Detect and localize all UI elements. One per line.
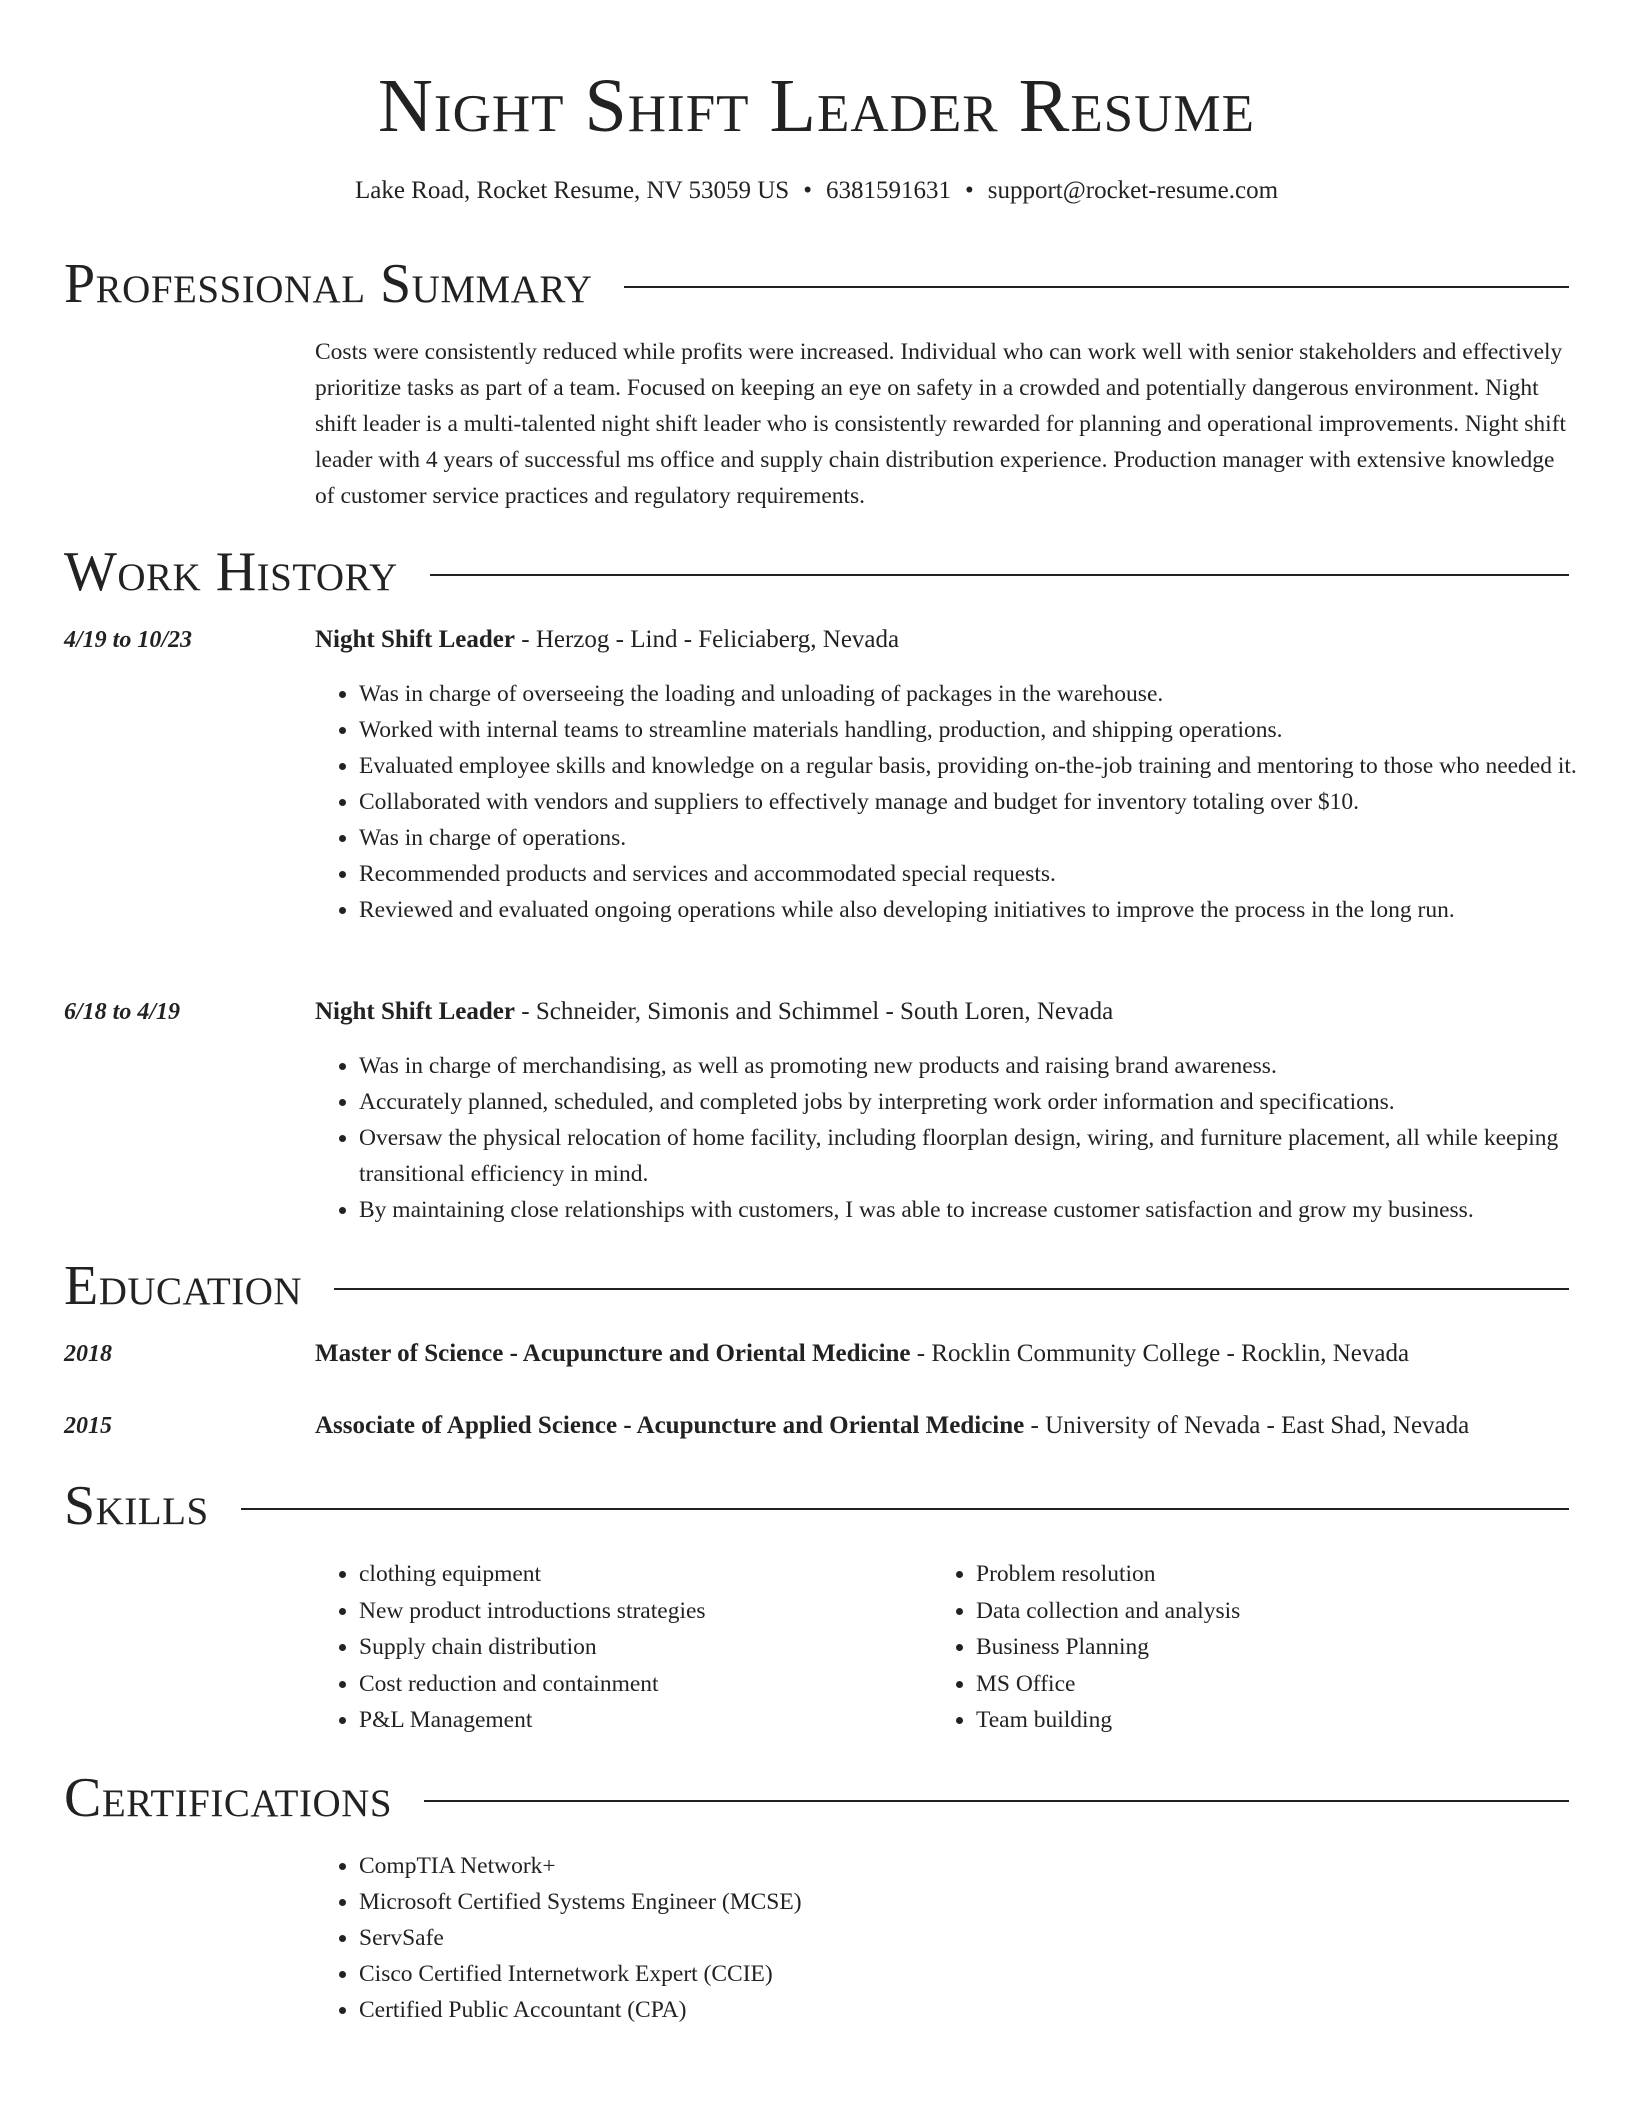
certification-item: • Microsoft Certified Systems Engineer (MCSE) — [359, 1884, 1613, 1920]
list-item: • By maintaining close relationships with customers, I was able to increase customer satisfaction and grow my business. — [359, 1192, 1613, 1228]
education-school: - Rocklin Community College - Rocklin, Nevada — [910, 1340, 1410, 1367]
summary-text: Costs were consistently reduced while profits were increased. Individual who can work well with senior stakeholders and effectively prioritize tasks as part of a team. Focused on keeping an eye on safety in a crowded and potentially dangerous environment. Night shift leader is a multi-talented night shift leader who is consistently rewarded for planning and operational improvements. Night shift leader with 4 years of successful ms office and supply chain distribution experience. Production manager with extensive knowledge of customer service practices and regulatory requirements. — [315, 339, 1567, 509]
contact-line — [64, 175, 1569, 207]
education-school: - University of Nevada - East Shad, Nevada — [1024, 1412, 1470, 1439]
section-skills-heading — [64, 1474, 1569, 1538]
contact-phone: 6381591631 — [825, 177, 951, 204]
skills-list-left — [315, 1556, 929, 1739]
list-item: • Evaluated employee skills and knowledge on a regular basis, providing on-the-job training and mentoring to those who needed it. — [359, 748, 1613, 784]
job-dates: 4/19 to 10/23 — [64, 627, 193, 653]
skill-item: • MS Office — [976, 1666, 1576, 1703]
contact-separator: • — [964, 177, 974, 204]
contact-address: Lake Road, Rocket Resume, NV 53059 US — [354, 177, 790, 204]
list-item: • Was in charge of overseeing the loading and unloading of packages in the warehouse. — [359, 676, 1613, 712]
resume-title: Night Shift Leader Resume — [378, 64, 1255, 148]
education-degree: Master of Science - Acupuncture and Oriental Medicine — [315, 1340, 911, 1367]
education-year: 2018 — [64, 1341, 112, 1367]
certification-item: • Cisco Certified Internetwork Expert (CCIE) — [359, 1956, 1613, 1992]
list-item: • Worked with internal teams to streamline materials handling, production, and shipping operations. — [359, 712, 1613, 748]
section-divider — [424, 1800, 1569, 1802]
section-work-heading — [64, 540, 1569, 604]
list-item: • Collaborated with vendors and suppliers to effectively manage and budget for inventory totaling over $10. — [359, 784, 1613, 820]
section-divider — [430, 574, 1569, 576]
list-item: • Oversaw the physical relocation of home facility, including floorplan design, wiring, and furniture placement, all while keeping transitional efficiency in mind. — [359, 1120, 1613, 1192]
certification-item: • CompTIA Network+ — [359, 1848, 1613, 1884]
certifications-list — [315, 1848, 1613, 2028]
education-entry — [315, 1336, 1569, 1372]
section-divider — [241, 1508, 1569, 1510]
job-title: Night Shift Leader — [315, 998, 515, 1025]
skill-item: • P&L Management — [359, 1702, 929, 1739]
job-bullets — [315, 676, 1613, 928]
job-details: - Schneider, Simonis and Schimmel - South Loren, Nevada — [515, 998, 1114, 1025]
job-title: Night Shift Leader — [315, 626, 515, 653]
job-header — [315, 622, 1569, 658]
list-item: • Was in charge of operations. — [359, 820, 1613, 856]
skill-item: • Supply chain distribution — [359, 1629, 929, 1666]
skill-item: • Business Planning — [976, 1629, 1576, 1666]
job-details: - Herzog - Lind - Feliciaberg, Nevada — [515, 626, 900, 653]
education-entry — [315, 1408, 1569, 1444]
section-divider — [334, 1288, 1569, 1290]
skill-item: • Problem resolution — [976, 1556, 1576, 1593]
section-divider — [624, 286, 1569, 288]
job-bullets — [315, 1048, 1613, 1228]
job-dates: 6/18 to 4/19 — [64, 999, 181, 1025]
skill-item: • Team building — [976, 1702, 1576, 1739]
section-title: Skills — [64, 1475, 209, 1537]
certification-item: • ServSafe — [359, 1920, 1613, 1956]
list-item: • Accurately planned, scheduled, and completed jobs by interpreting work order information and specifications. — [359, 1084, 1613, 1120]
skill-item: • New product introductions strategies — [359, 1593, 929, 1630]
section-title: Certifications — [64, 1767, 393, 1829]
job-header — [315, 994, 1569, 1030]
certification-item: • Certified Public Accountant (CPA) — [359, 1992, 1613, 2028]
section-certifications-heading — [64, 1766, 1569, 1830]
section-title: Work History — [64, 541, 398, 603]
section-title: Professional Summary — [64, 253, 593, 315]
education-degree: Associate of Applied Science - Acupuncture and Oriental Medicine — [315, 1412, 1025, 1439]
list-item: • Recommended products and services and accommodated special requests. — [359, 856, 1613, 892]
education-year: 2015 — [64, 1413, 112, 1439]
skills-list-right — [932, 1556, 1576, 1739]
skill-item: • Cost reduction and containment — [359, 1666, 929, 1703]
skill-item: • clothing equipment — [359, 1556, 929, 1593]
list-item: • Was in charge of merchandising, as well as promoting new products and raising brand awareness. — [359, 1048, 1613, 1084]
section-title: Education — [64, 1255, 303, 1317]
contact-email: support@rocket-resume.com — [987, 177, 1279, 204]
section-summary-heading — [64, 252, 1569, 316]
contact-separator: • — [803, 177, 812, 204]
list-item: • Reviewed and evaluated ongoing operations while also developing initiatives to improve the process in the long run. — [359, 892, 1613, 928]
skill-item: • Data collection and analysis — [976, 1593, 1576, 1630]
section-education-heading — [64, 1254, 1569, 1318]
